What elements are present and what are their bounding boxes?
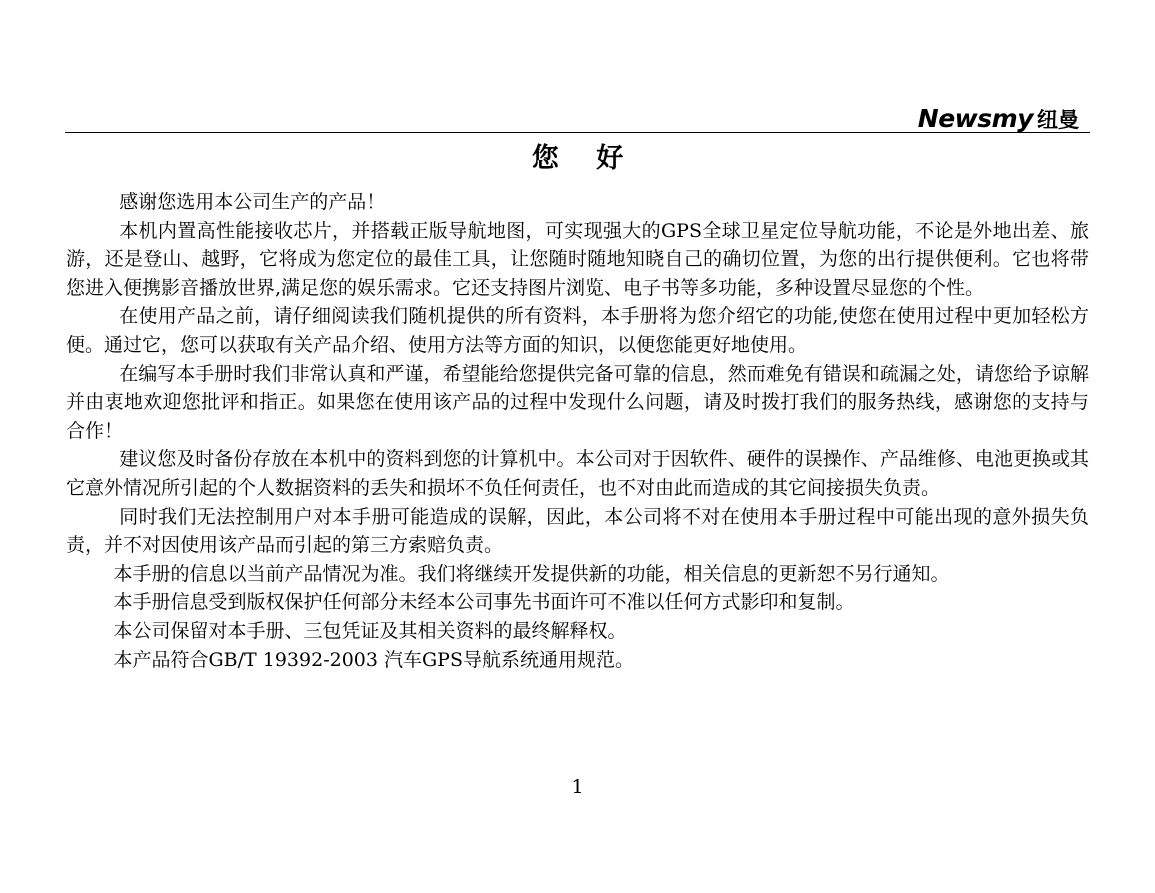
paragraph-copyright: 本手册信息受到版权保护任何部分未经本公司事先书面许可不准以任何方式影印和复制。 — [113, 591, 855, 614]
paragraph-interpretation: 本公司保留对本手册、三包凭证及其相关资料的最终解释权。 — [113, 619, 627, 642]
newsmy-logo — [918, 104, 1079, 134]
paragraph-thanks: 感谢您选用本公司生产的产品！ — [119, 191, 386, 213]
paragraph-standard: 本产品符合GB/T 19392-2003 汽车GPS导航系统通用规范。 — [113, 648, 634, 671]
logo-brand-cn-text: 纽曼 — [1037, 108, 1079, 132]
page-title: 您 好 — [531, 143, 638, 174]
paragraph-info-updates: 本手册的信息以当前产品情况为准。我们将继续开发提供新的功能，相关信息的更新恕不另行通知。 — [113, 562, 950, 585]
logo-brand-text: Newsmy — [917, 104, 1033, 133]
body-text — [66, 188, 1089, 674]
paragraph-backup: 建议您及时备份存放在本机中的资料到您的计算机中。本公司对于因软件、硬件的误操作、产品维修、电池更换或其它意外情况所引起的个人数据资料的丢失和损坏不负任何责任，也不对由此而造成的其它间接损失负责。 — [66, 448, 1089, 499]
paragraph-features: 本机内置高性能接收芯片，并搭载正版导航地图，可实现强大的GPS全球卫星定位导航功能，不论是外地出差、旅游，还是登山、越野，它将成为您定位的最佳工具，让您随时随地知晓自己的确切位置，为您的出行提供便利。它也将带您进入便携影音播放世界,满足您的娱乐需求。它还支持图片浏览、电子书等多功能，多种设置尽显您的个性。 — [66, 219, 1089, 299]
page-number: 1 — [571, 776, 584, 798]
paragraph-misunderstanding: 同时我们无法控制用户对本手册可能造成的误解，因此，本公司将不对在使用本手册过程中可能出现的意外损失负责，并不对因使用该产品而引起的第三方索赔负责。 — [66, 505, 1089, 557]
header-rule — [65, 132, 1090, 133]
paragraph-errors: 在编写本手册时我们非常认真和严谨，希望能给您提供完备可靠的信息，然而难免有错误和疏漏之处，请您给予谅解并由衷地欢迎您批评和指正。如果您在使用该产品的过程中发现什么问题，请及时拨打我们的服务热线，感谢您的支持与合作！ — [66, 362, 1089, 442]
paragraph-read-manual: 在使用产品之前，请仔细阅读我们随机提供的所有资料，本手册将为您介绍它的功能,使您在使用过程中更加轻松方便。通过它，您可以获取有关产品介绍、使用方法等方面的知识，以便您能更好地使用。 — [66, 305, 1089, 356]
